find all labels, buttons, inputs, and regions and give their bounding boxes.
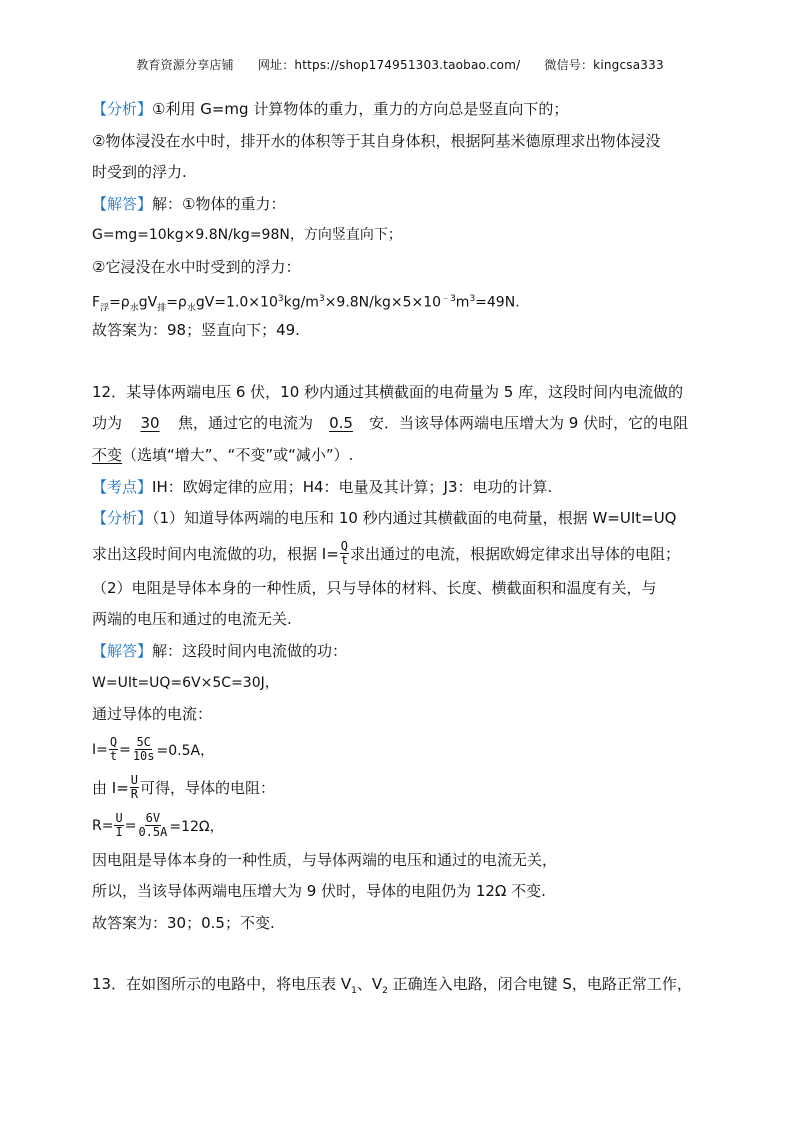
answer-tag: 【解答】: [92, 641, 153, 660]
analysis-tag: 【分析】: [92, 100, 153, 118]
q12-stem-3: 不变（选填“增大”、“不变”或“减小”）.: [92, 445, 354, 464]
q12-analysis-3: （2）电阻是导体本身的一种性质，只与导体的材料、长度、横截面积和温度有关，与: [92, 578, 657, 597]
q11-answer-1: 【解答】解：①物体的重力：: [92, 194, 286, 213]
answer-blank-1: 30: [140, 414, 160, 433]
q12-stem-1: 12．某导体两端电压 6 伏，10 秒内通过其横截面的电荷量为 5 库，这段时间内电流做的: [92, 382, 684, 401]
wechat-id: 微信号：kingcsa333: [544, 58, 664, 72]
q12-analysis-1: 【分析】（1）知道导体两端的电压和 10 秒内通过其横截面的电荷量，根据 W=UIt=UQ: [92, 509, 677, 528]
q11-answer-3: ②它浸没在水中时受到的浮力：: [92, 257, 301, 276]
q12-kaodian: 【考点】IH：欧姆定律的应用；H4：电量及其计算；J3：电功的计算.: [92, 477, 553, 496]
shop-name: 教育资源分享店铺: [136, 58, 234, 72]
answer-blank-2: 0.5: [329, 414, 353, 433]
fraction-q-over-t: $\frac{Q}{t}$: [340, 539, 348, 568]
q11-analysis-2: ②物体浸没在水中时，排开水的体积等于其自身体积，根据阿基米德原理求出物体浸没: [92, 131, 661, 150]
answer-tag: 【解答】: [92, 194, 153, 213]
q12-answer-2: W=UIt=UQ=6V×5C=30J，: [92, 674, 279, 691]
analysis-tag: 【分析】: [92, 509, 153, 528]
q12-analysis-2: 求出这段时间内电流做的功，根据 I= $\frac{Q}{t}$ 求出通过的电流，根据欧姆定律求出导体的电阻；: [92, 539, 681, 568]
q11-final-answer: 故答案为：98；竖直向下；49.: [92, 321, 300, 340]
q13-stem: 13．在如图所示的电路中，将电压表 $V_1$、$V_2$ 正确连入电路，闭合电键 S，电路正常工作，: [92, 975, 692, 997]
q12-answer-5: 所以，当该导体两端电压增大为 9 伏时，导体的电阻仍为 12Ω 不变.: [92, 882, 546, 901]
q12-answer-3: 通过导体的电流：: [92, 705, 213, 724]
q12-answer-4: 因电阻是导体本身的一种性质，与导体两端的电压和通过的电流无关，: [92, 850, 558, 869]
q12-analysis-4: 两端的电压和通过的电流无关.: [92, 610, 292, 629]
q11-answer-2: G=mg=10kg×9.8N/kg=98N，方向竖直向下；: [92, 227, 402, 244]
q12-current-equation: I= $\frac{Q}{t}$ = $\frac{5C}{10s}$ =0.5A，: [92, 735, 215, 764]
q12-stem-2: 功为 30 焦，通过它的电流为 0.5 安．当该导体两端电压增大为 9 伏时，它的电阻: [92, 414, 689, 433]
kaodian-tag: 【考点】: [92, 477, 153, 496]
q11-analysis-1: 【分析】①利用 G=mg 计算物体的重力，重力的方向总是竖直向下的；: [92, 100, 569, 118]
q12-answer-1: 【解答】解：这段时间内电流做的功：: [92, 641, 348, 660]
document-body: [92, 98, 712, 1005]
page-header: [0, 56, 800, 73]
q12-ohm-law-line: 由 I= $\frac{U}{R}$ 可得，导体的电阻：: [92, 773, 276, 802]
q12-final-answer: 故答案为：30；0.5；不变.: [92, 913, 275, 932]
q11-analysis-3: 时受到的浮力.: [92, 163, 187, 182]
answer-blank-3: 不变: [92, 445, 123, 464]
shop-url: 网址：https://shop174951303.taobao.com/: [257, 58, 521, 72]
q11-buoyancy-equation: $F_浮=\rho_水gV_排=\rho_水gV=1.0\times 10^3kg/m^3\times 9.8N/kg\times 5\times 10^{﹣3}m^3=49N$.: [92, 293, 520, 314]
q12-resistance-equation: R= $\frac{U}{I}$ = $\frac{6V}{0.5A}$ =12Ω，: [92, 811, 224, 840]
